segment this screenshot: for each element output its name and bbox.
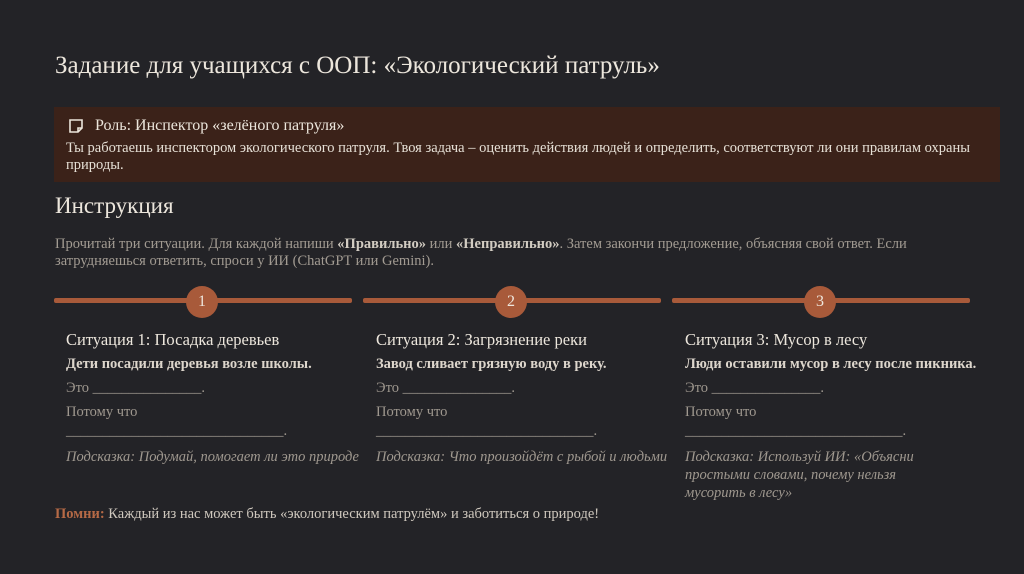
explanation-blank: ______________________________. bbox=[685, 423, 907, 439]
situation-hint: Подсказка: Подумай, помогает ли это природе bbox=[66, 449, 359, 465]
step-number: 2 bbox=[495, 286, 527, 318]
remember-label: Помни: bbox=[55, 506, 105, 522]
correct-label: «Правильно» bbox=[337, 236, 426, 252]
instruction-text bbox=[55, 236, 985, 270]
answer-line: Это _______________. bbox=[685, 380, 824, 396]
incorrect-label: «Неправильно» bbox=[456, 236, 560, 252]
situation-statement: Люди оставили мусор в лесу после пикника. bbox=[685, 356, 977, 372]
step-number: 3 bbox=[804, 286, 836, 318]
situation-title: Ситуация 3: Мусор в лесу bbox=[685, 330, 868, 349]
answer-line: Это _______________. bbox=[66, 380, 205, 396]
page-title: Задание для учащихся с ООП: «Экологический патруль» bbox=[55, 52, 660, 79]
situation-card bbox=[685, 330, 1005, 502]
role-heading-row bbox=[68, 117, 988, 135]
situation-title: Ситуация 1: Посадка деревьев bbox=[66, 330, 280, 349]
situation-hint: Подсказка: Что произойдёт с рыбой и людьми bbox=[376, 449, 668, 465]
situation-card bbox=[376, 330, 666, 466]
note-icon bbox=[68, 118, 84, 134]
step-number: 1 bbox=[186, 286, 218, 318]
role-heading: Роль: Инспектор «зелёного патруля» bbox=[95, 117, 345, 134]
remember-text: Каждый из нас может быть «экологическим патрулём» и заботиться о природе! bbox=[104, 506, 600, 522]
situation-title: Ситуация 2: Загрязнение реки bbox=[376, 330, 587, 349]
instruction-or: или bbox=[425, 236, 456, 252]
situation-hint: Подсказка: Используй ИИ: «Объясни простыми словами, почему нельзя мусорить в лесу» bbox=[685, 449, 914, 501]
remember-note bbox=[55, 506, 599, 523]
instruction-text-part: . Затем закончи предложение, объясняя свой ответ. Если затрудняешься ответить, спроси у ИИ (ChatGPT или Gemini). bbox=[55, 236, 907, 269]
role-description: Ты работаешь инспектором экологического патруля. Твоя задача – оценить действия людей и определить, соответствуют ли они правилам охраны природы. bbox=[66, 140, 970, 173]
because-label: Потому что bbox=[685, 404, 757, 420]
situation-statement: Дети посадили деревья возле школы. bbox=[66, 356, 312, 372]
explanation-blank: ______________________________. bbox=[66, 423, 288, 439]
answer-line: Это _______________. bbox=[376, 380, 515, 396]
instruction-title: Инструкция bbox=[55, 193, 174, 218]
instruction-text-part: Прочитай три ситуации. Для каждой напиши bbox=[55, 236, 338, 252]
role-callout bbox=[54, 107, 1000, 182]
situation-statement: Завод сливает грязную воду в реку. bbox=[376, 356, 607, 372]
because-label: Потому что bbox=[66, 404, 138, 420]
because-label: Потому что bbox=[376, 404, 448, 420]
explanation-blank: ______________________________. bbox=[376, 423, 598, 439]
situation-card bbox=[66, 330, 359, 466]
